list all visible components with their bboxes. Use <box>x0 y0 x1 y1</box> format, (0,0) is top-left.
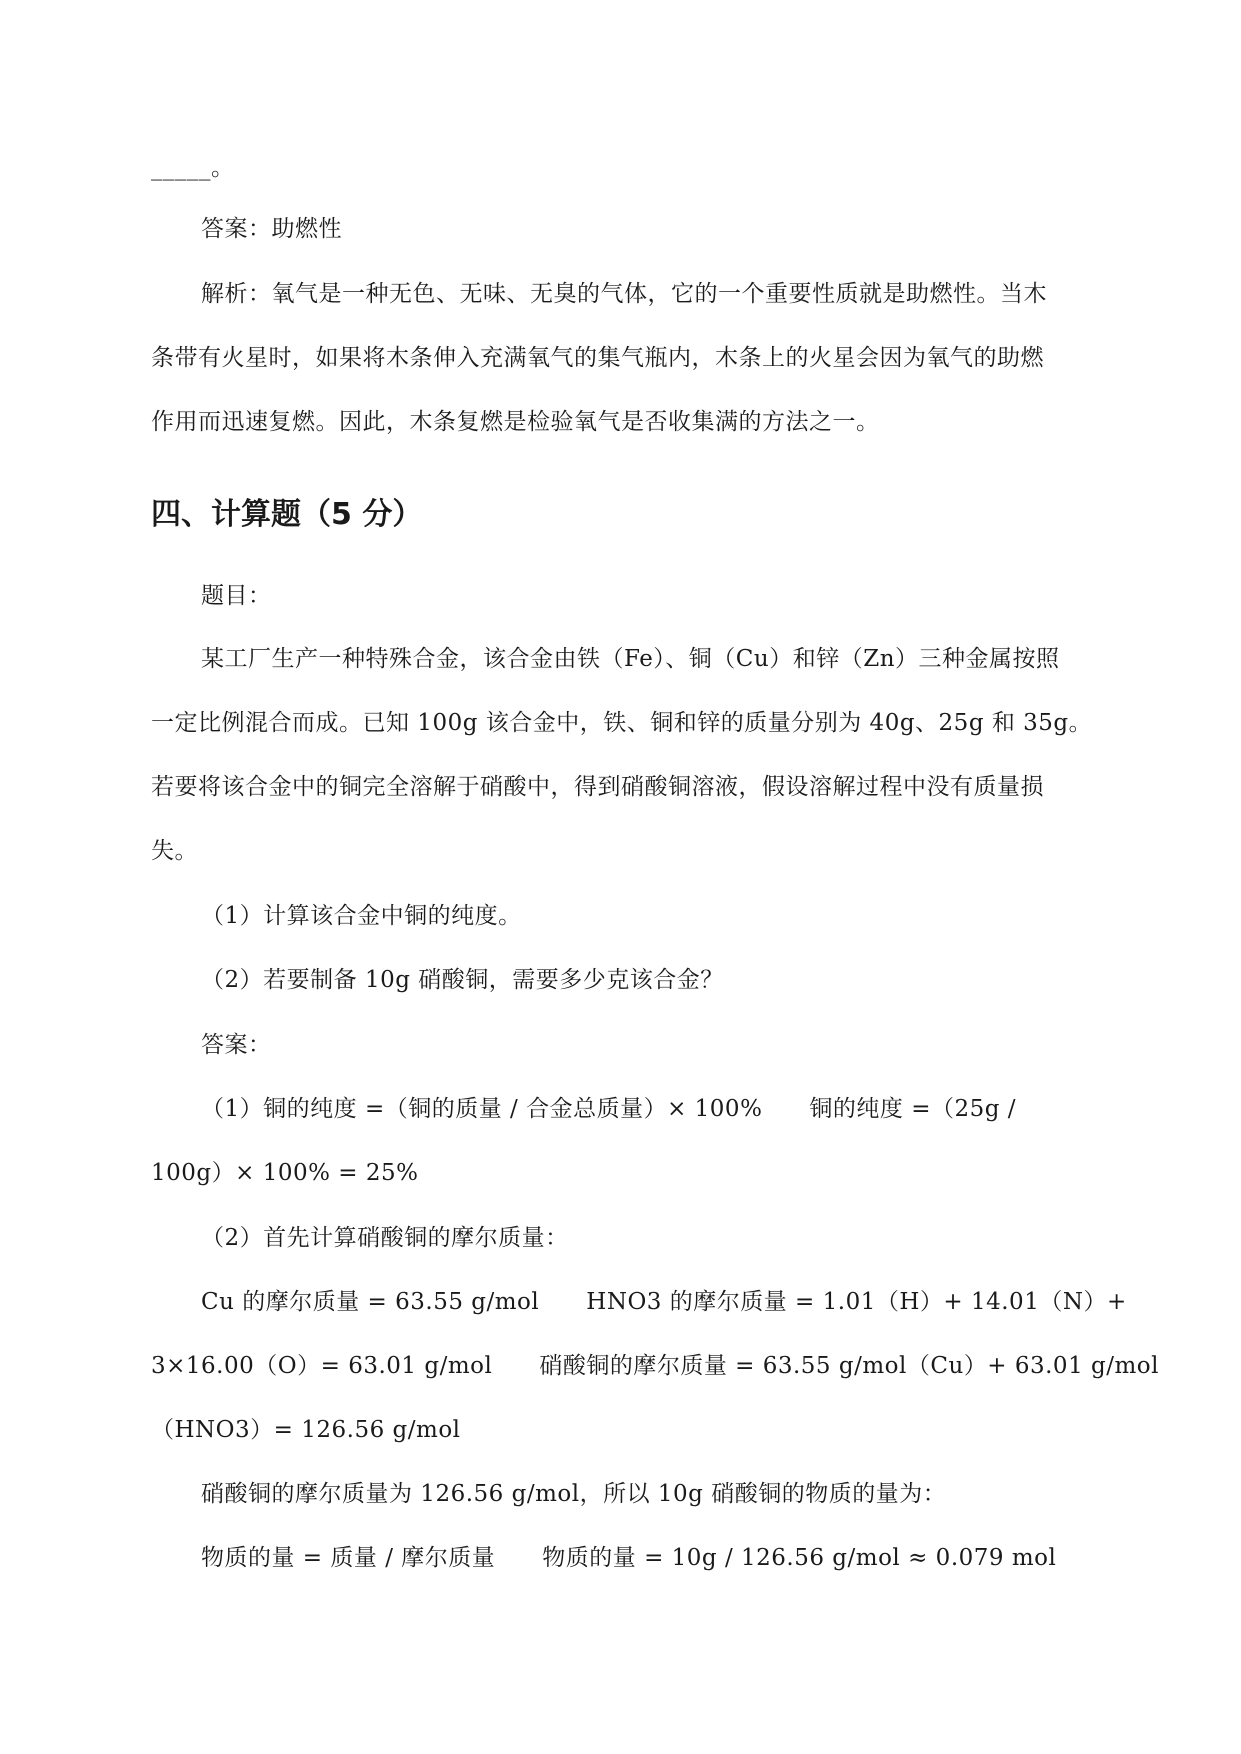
answer-line-8: 物质的量 = 质量 / 摩尔质量 物质的量 = 10g / 126.56 g/mol ≈ 0.079 mol <box>201 1545 1057 1571</box>
answer-line-7: 硝酸铜的摩尔质量为 126.56 g/mol，所以 10g 硝酸铜的物质的量为： <box>201 1481 947 1507</box>
answer-label: 答案： <box>201 1032 272 1058</box>
section-heading: 四、计算题（5 分） <box>151 497 423 532</box>
answer-line-2: 100g）× 100% = 25% <box>151 1160 419 1186</box>
question-body-line-3: 若要将该合金中的铜完全溶解于硝酸中，得到硝酸铜溶液，假设溶解过程中没有质量损 <box>151 774 1044 800</box>
analysis-line-1: 解析：氧气是一种无色、无味、无臭的气体，它的一个重要性质就是助燃性。当木 <box>201 281 1047 307</box>
answer-line: 答案：助燃性 <box>201 216 342 242</box>
question-body-line-4: 失。 <box>151 838 198 864</box>
answer-line-5: 3×16.00（O）= 63.01 g/mol 硝酸铜的摩尔质量 = 63.55 g/mol（Cu）+ 63.01 g/mol <box>151 1353 1159 1379</box>
analysis-line-2: 条带有火星时，如果将木条伸入充满氧气的集气瓶内，木条上的火星会因为氧气的助燃 <box>151 345 1044 371</box>
question-part-2: （2）若要制备 10g 硝酸铜，需要多少克该合金？ <box>201 967 724 993</box>
question-body-line-1: 某工厂生产一种特殊合金，该合金由铁（Fe）、铜（Cu）和锌（Zn）三种金属按照 <box>201 646 1060 672</box>
answer-line-1: （1）铜的纯度 =（铜的质量 / 合金总质量）× 100% 铜的纯度 =（25g / <box>201 1096 1017 1122</box>
blank-line: _____。 <box>151 155 235 181</box>
answer-line-4: Cu 的摩尔质量 = 63.55 g/mol HNO3 的摩尔质量 = 1.01（H）+ 14.01（N）+ <box>201 1289 1127 1315</box>
question-label: 题目： <box>201 583 272 609</box>
question-part-1: （1）计算该合金中铜的纯度。 <box>201 903 522 929</box>
answer-line-6: （HNO3）= 126.56 g/mol <box>151 1417 461 1443</box>
answer-line-3: （2）首先计算硝酸铜的摩尔质量： <box>201 1225 569 1251</box>
analysis-line-3: 作用而迅速复燃。因此，木条复燃是检验氧气是否收集满的方法之一。 <box>151 409 880 435</box>
question-body-line-2: 一定比例混合而成。已知 100g 该合金中，铁、铜和锌的质量分别为 40g、25g 和 35g。 <box>151 710 1093 736</box>
